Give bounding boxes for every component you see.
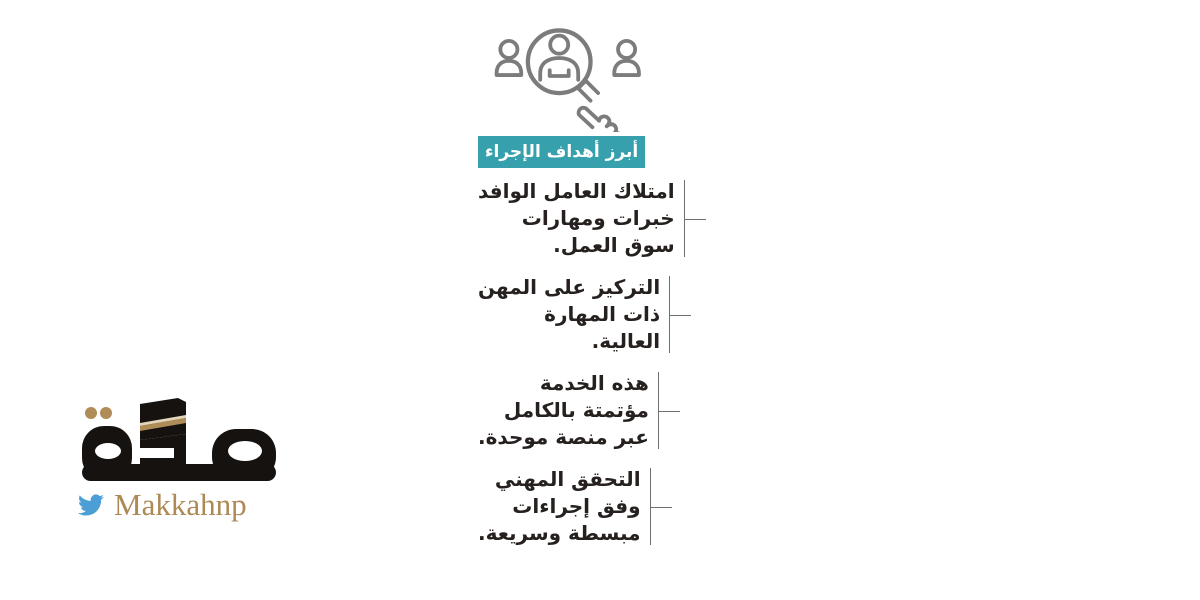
goal-item: [478, 464, 655, 549]
title-banner-label: أبرز أهداف الإجراء: [484, 142, 639, 162]
left-person-body-icon: [497, 61, 522, 75]
twitter-handle-row: [74, 489, 288, 520]
hand-finger-icon: [579, 108, 599, 128]
goal-text: [478, 176, 684, 261]
logo-gold-dot: [100, 407, 112, 419]
goal-line: سوق العمل.: [553, 233, 675, 257]
goal-text: [478, 464, 650, 549]
twitter-icon: [76, 492, 106, 518]
right-person-body-icon: [614, 61, 639, 75]
goal-line: عبر منصة موحدة.: [478, 425, 649, 449]
people-search-icon: [484, 20, 642, 132]
goal-item: [478, 272, 661, 357]
goal-line: مبسطة وسريعة.: [478, 521, 641, 545]
magnifier-handle-icon: [578, 88, 590, 100]
makkah-brand-block: [74, 390, 288, 520]
goal-line: العالية.: [591, 329, 661, 353]
title-banner: [478, 136, 645, 168]
goal-line: التركيز على المهن: [478, 275, 661, 299]
left-person-head-icon: [500, 41, 517, 58]
goal-line: ذات المهارة: [544, 302, 661, 326]
goals-list: [478, 176, 675, 560]
goal-bracket: [650, 468, 655, 545]
goal-line: خبرات ومهارات: [521, 206, 675, 230]
right-person-head-icon: [618, 41, 635, 58]
twitter-handle-text: Makkahnp: [114, 487, 247, 522]
goal-line: هذه الخدمة: [539, 371, 649, 395]
logo-letter-left-hole: [95, 443, 121, 459]
logo-gold-dot: [85, 407, 97, 419]
goal-bracket: [684, 180, 685, 257]
goal-text: [478, 272, 669, 357]
center-person-head-icon: [550, 36, 568, 54]
goal-bracket: [658, 372, 659, 449]
goal-text: [478, 368, 658, 453]
goal-line: امتلاك العامل الوافد: [478, 179, 675, 203]
goal-bracket: [669, 276, 670, 353]
goal-line: مؤتمتة بالكامل: [503, 398, 649, 422]
goal-line: التحقق المهني: [494, 467, 641, 491]
laptop-icon: [550, 70, 569, 76]
makkah-logo: [74, 390, 286, 486]
magnifier-handle-icon: [578, 81, 586, 89]
goal-item: [478, 368, 655, 453]
logo-letter-middle-slot: [136, 448, 174, 458]
logo-letter-right-hole: [228, 441, 262, 461]
goal-item: [478, 176, 675, 261]
goal-line: وفق إجراءات: [512, 494, 641, 518]
magnifier-handle-icon: [586, 81, 598, 93]
